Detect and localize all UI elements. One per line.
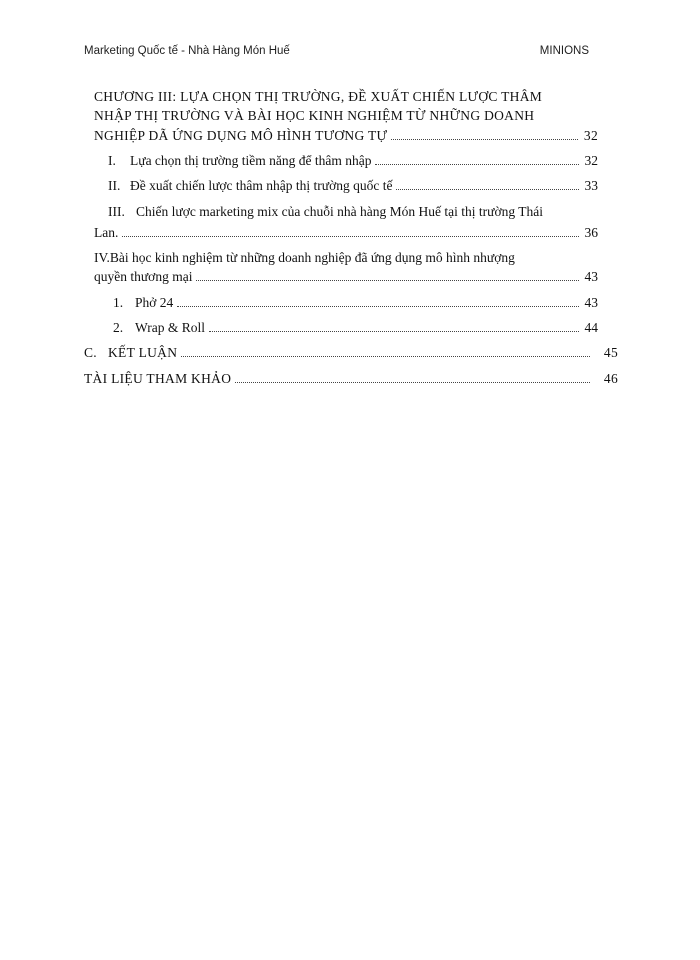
page-number: 46 — [603, 371, 618, 386]
toc-label: Phở 24 — [135, 295, 174, 310]
dot-leader — [375, 163, 578, 165]
toc-chapter3-line2: NHẬP THỊ TRƯỜNG VÀ BÀI HỌC KINH NGHIỆM TỪ NHỮNG DOANH — [94, 108, 535, 123]
page-number: 36 — [584, 225, 598, 240]
dot-leader — [391, 138, 578, 140]
toc-label: TÀI LIỆU THAM KHẢO — [84, 371, 232, 386]
toc-entry-section-4-2[interactable] — [113, 320, 598, 336]
toc-marker: 2. — [113, 320, 124, 335]
toc-label: KẾT LUẬN — [108, 345, 178, 360]
toc-section-3-line1 — [108, 204, 543, 220]
toc-label: Wrap & Roll — [135, 320, 205, 335]
toc-entry-chapter3[interactable] — [94, 128, 598, 144]
toc-entry-section-4[interactable] — [94, 269, 598, 285]
dot-leader — [396, 188, 578, 190]
page-number: 44 — [584, 320, 598, 335]
dot-leader — [209, 330, 579, 332]
dot-leader — [122, 235, 578, 237]
toc-entry-conclusion[interactable] — [84, 345, 618, 361]
toc-entry-references[interactable] — [84, 371, 618, 387]
dot-leader — [177, 305, 578, 307]
dot-leader — [181, 355, 590, 357]
toc-label: Lan. — [94, 225, 119, 240]
toc-marker: III. — [108, 204, 125, 219]
toc-label: NGHIỆP DÃ ỨNG DỤNG MÔ HÌNH TƯƠNG TỰ — [94, 128, 388, 143]
toc-marker: C. — [84, 345, 97, 360]
toc-marker: 1. — [113, 295, 124, 310]
page-number: 32 — [584, 153, 598, 168]
toc-chapter3-line1: CHƯƠNG III: LỰA CHỌN THỊ TRƯỜNG, ĐỀ XUẤT CHIẾN LƯỢC THÂM — [94, 89, 543, 104]
toc-label: Lựa chọn thị trường tiềm năng để thâm nhập — [130, 153, 372, 168]
toc-entry-section-4-1[interactable] — [113, 295, 598, 311]
header-right: MINIONS — [539, 45, 589, 57]
dot-leader — [235, 381, 590, 383]
toc-label: Chiến lược marketing mix của chuỗi nhà hàng Món Huế tại thị trường Thái — [136, 204, 543, 219]
toc-label: quyền thương mại — [94, 269, 193, 284]
dot-leader — [196, 279, 578, 281]
toc-marker: II. — [108, 178, 121, 193]
page-number: 43 — [584, 295, 598, 310]
page-number: 43 — [584, 269, 598, 284]
toc-section-4-line1: IV.Bài học kinh nghiệm từ những doanh nghiệp đã ứng dụng mô hình nhượng — [94, 250, 515, 265]
header-left: Marketing Quốc tế - Nhà Hàng Món Huế — [84, 45, 290, 57]
toc-entry-section-3[interactable] — [94, 225, 598, 241]
toc-label: Đề xuất chiến lược thâm nhập thị trường quốc tế — [130, 178, 393, 193]
toc-entry-section-1[interactable] — [108, 153, 598, 169]
toc-entry-section-2[interactable] — [108, 178, 598, 194]
page-number: 45 — [603, 345, 618, 360]
toc-marker: I. — [108, 153, 116, 168]
page-number: 32 — [583, 128, 598, 143]
page-number: 33 — [584, 178, 598, 193]
